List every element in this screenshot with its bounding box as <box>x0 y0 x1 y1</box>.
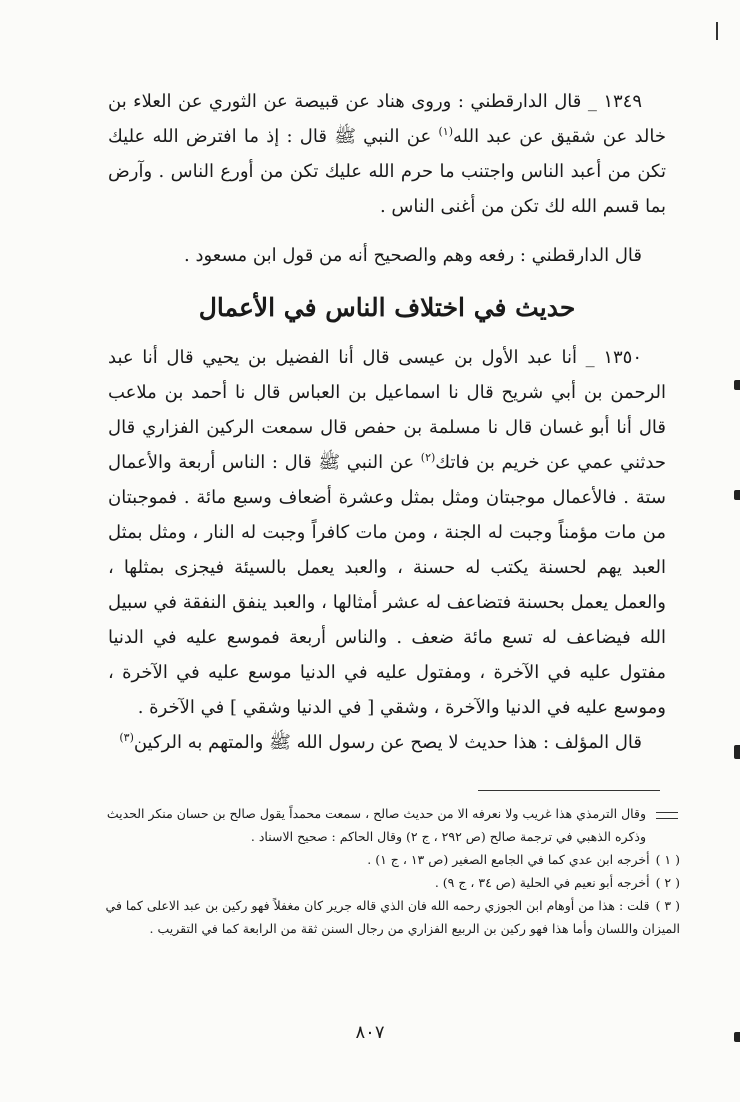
footnote-item <box>104 848 682 871</box>
edge-ink-mark <box>734 745 740 759</box>
footnote-number: ( ٢ ) <box>655 875 680 890</box>
continuation-mark <box>656 812 678 819</box>
hadith-dash: _ <box>587 91 597 112</box>
edge-ink-mark <box>734 490 740 500</box>
hadith-1349-paragraph <box>108 84 666 224</box>
footnote-item <box>104 894 682 940</box>
footnotes-section <box>104 802 682 940</box>
corner-pen-mark <box>716 22 718 40</box>
author-note <box>108 725 666 760</box>
footnote-divider <box>478 790 660 791</box>
hadith-text-continued: عن النبي ﷺ قال : الناس أربعة والأعمال ستة . فالأعمال موجبتان ومثل بمثل وعشرة أضعاف وسبع مائة . فموجبتان من مات مؤمناً وجبت له الجنة ، ومن مات كافراً وجبت له النار ، ومثل بمثل العبد يهم لحسنة يكتب له حسنة ، والعبد يعمل بالسيئة فيجزى بمثلها ، والعمل يعمل بحسنة فتضاعف له عشر أمثالها ، والعبد ينفق النفقة في سبيل الله فيضاعف له تسع مائة ضعف . والناس أربعة فموسع عليه في الدنيا مفتول عليه في الآخرة ، ومفتول عليه في الدنيا موسع عليه في الآخرة ، وموسع عليه في الدنيا والآخرة ، وشقي [ في الدنيا وشقي ] في الآخرة . <box>108 452 666 718</box>
hadith-text: أنا عبد الأول بن عيسى قال أنا الفضيل بن يحيي قال أنا عبد الرحمن بن أبي شريح قال نا اسماعيل بن العباس قال نا أحمد بن ملاعب قال أنا أبو غسان قال نا مسلمة بن حفص قال سمعت الركين الفزاري قال حدثني عمي عن خريم بن فاتك <box>108 347 667 473</box>
author-note-text: قال المؤلف : هذا حديث لا يصح عن رسول الله ﷺ والمتهم به الركين <box>133 732 642 753</box>
daraqutni-note <box>108 238 666 273</box>
footnote-ref-1[interactable]: (١) <box>438 125 453 138</box>
footnote-item <box>104 871 682 894</box>
hadith-text-continued: عن النبي ﷺ قال : إذ ما افترض الله عليك تكن من أعبد الناس واجتنب ما حرم الله عليك تكن من أورع الناس . وآرض بما قسم الله لك تكن من أغنى الناس . <box>108 126 666 217</box>
edge-ink-mark <box>734 380 740 390</box>
footnote-text: أخرجه ابن عدي كما في الجامع الصغير (ص ١٣ ، ج ١) . <box>367 852 650 867</box>
hadith-dash: _ <box>585 347 595 368</box>
hadith-number: ١٣٥٠ <box>603 347 642 368</box>
hadith-number: ١٣٤٩ <box>603 91 643 112</box>
hadith-text: قال الدارقطني : وروى هناد عن قبيصة عن الثوري عن العلاء بن خالد عن شقيق عن عبد الله <box>108 91 666 147</box>
footnote-continuation <box>104 802 682 848</box>
footnote-text: أخرجه أبو نعيم في الحلية (ص ٣٤ ، ج ٩) . <box>434 875 650 890</box>
footnote-text: قلت : هذا من أوهام ابن الجوزي رحمه الله فان الذي قاله جرير كان مغفلاً فهو ركين بن عبد الاعلى كما في الميزان واللسان وأما هذا فهو ركين بن الربيع الفزاري من رجال السنن ثقة من الرابعة كما في التقريب . <box>105 898 680 936</box>
hadith-1350-paragraph <box>108 340 666 725</box>
footnote-number: ( ١ ) <box>655 852 680 867</box>
footnote-ref-3[interactable]: (٣) <box>119 731 134 744</box>
footnote-number: ( ٣ ) <box>655 898 680 913</box>
section-heading: حديث في اختلاف الناس في الأعمال <box>198 293 576 322</box>
page-number: ٨٠٧ <box>355 1022 385 1043</box>
footnote-continuation-text: وقال الترمذي هذا غريب ولا نعرفه الا من حديث صالح ، سمعت محمداً يقول صالح بن حسان منكر الحديث وذكره الذهبي في ترجمة صالح (ص ٢٩٢ ، ج ٢) وقال الحاكم : صحيح الاسناد . <box>106 806 646 844</box>
daraqutni-note-text: قال الدارقطني : رفعه وهم والصحيح أنه من قول ابن مسعود . <box>184 245 642 266</box>
footnote-ref-2[interactable]: (٢) <box>420 451 436 464</box>
